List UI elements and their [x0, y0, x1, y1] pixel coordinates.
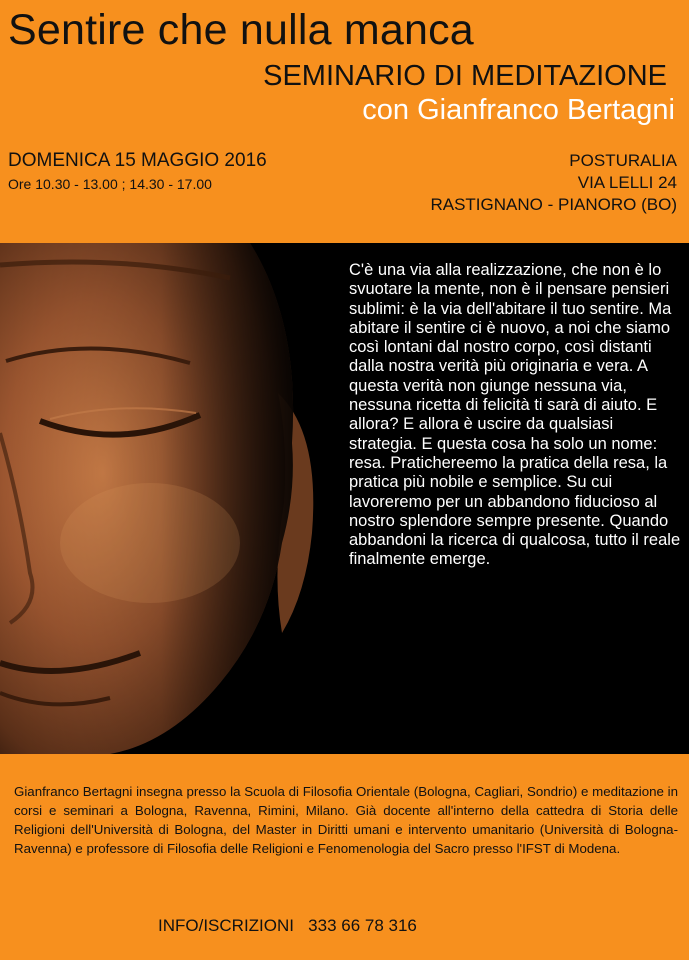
event-hours: Ore 10.30 - 13.00 ; 14.30 - 17.00 [8, 176, 212, 192]
seminar-subtitle: SEMINARIO DI MEDITAZIONE [263, 60, 667, 92]
venue-street: VIA LELLI 24 [577, 173, 677, 192]
buddha-face-image [0, 243, 340, 754]
event-date: DOMENICA 15 MAGGIO 2016 [8, 150, 267, 171]
photo-band [0, 243, 689, 754]
page-title: Sentire che nulla manca [8, 6, 474, 54]
speaker-bio: Gianfranco Bertagni insegna presso la Scuola di Filosofia Orientale (Bologna, Cagliari, Sondrio) e meditazione in corsi e seminari a Bologna, Ravenna, Rimini, Milano. Già docente all'interno della cattedra di Storia delle Religioni dell'Università di Bologna, del Master in Diritti umani e intervento umanitario (Università di Bologna-Ravenna) e professore di Filosofia delle Religioni e Fenomenologia del Sacro presso l'IFST di Modena. [14, 784, 678, 856]
contact-info: INFO/ISCRIZIONI 333 66 78 316 [158, 916, 417, 935]
venue-block [430, 150, 677, 216]
body-text: C'è una via alla realizzazione, che non è lo svuotare la mente, non è il pensare pensieri sublimi: è la via dell'abitare il tuo sentire. Ma abitare il sentire ci è nuovo, a noi che siamo così lontani dal nostro corpo, così distanti dalla nostra verità più originaria e vera. A questa verità non giunge nessuna via, nessuna ricetta di felicità ti sarà di aiuto. E allora? E allora è uscire da qualsiasi strategia. E questa cosa ha solo un nome: resa. Pratichereemo la pratica della resa, la pratica più nobile e semplice. Su cui lavoreremo per un abbandono fiducioso al nostro splendore sempre presente. Quando abbandoni la ricerca di qualcosa, tutto il reale finalmente emerge. [349, 261, 681, 569]
speaker-byline: con Gianfranco Bertagni [362, 94, 675, 126]
venue-name: POSTURALIA [569, 151, 677, 170]
venue-city: RASTIGNANO - PIANORO (BO) [430, 195, 677, 214]
